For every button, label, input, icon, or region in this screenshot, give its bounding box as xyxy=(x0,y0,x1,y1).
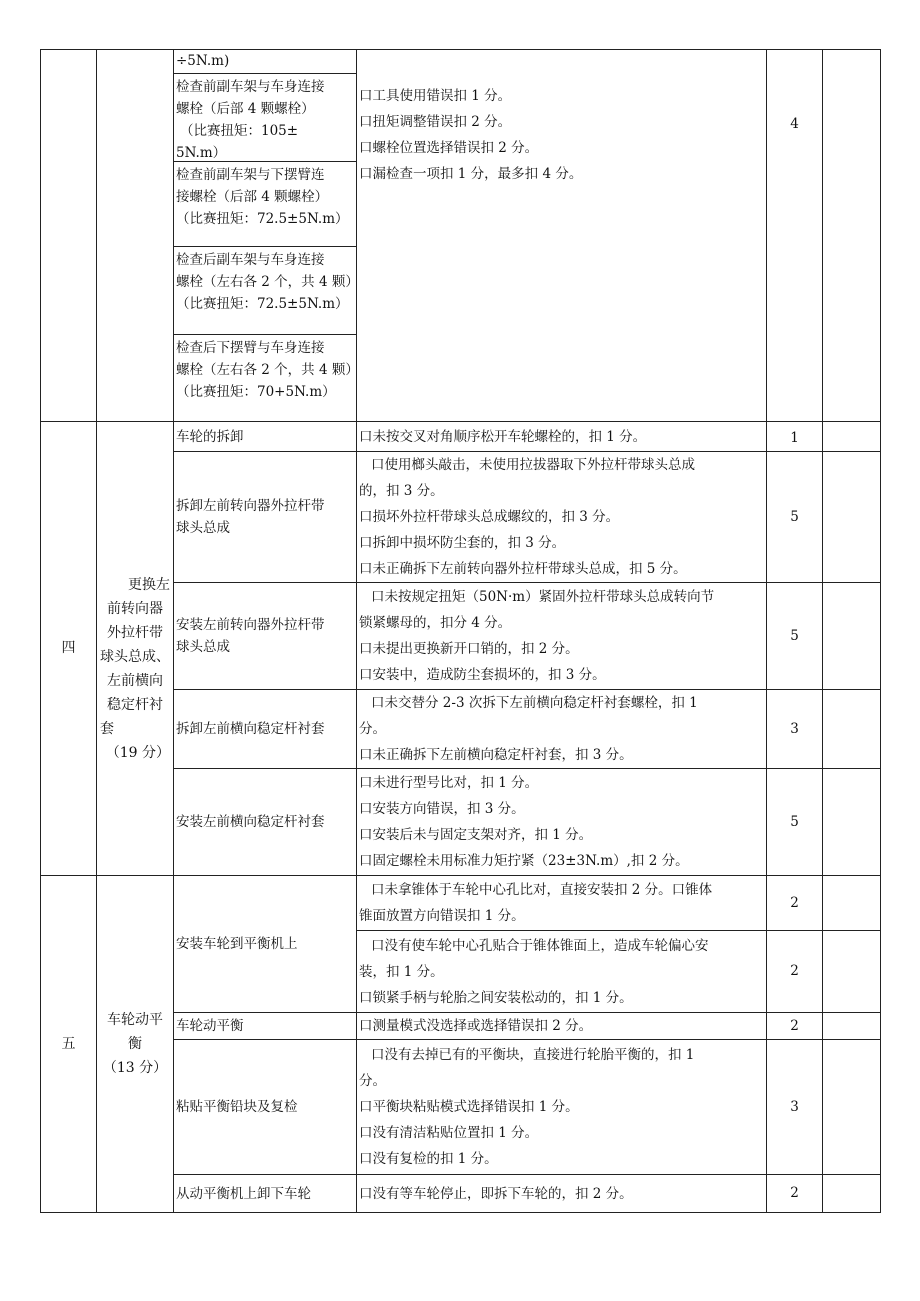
item-cell xyxy=(174,769,357,876)
item-cell xyxy=(174,876,357,1013)
criteria-line: 锥面放置方向错误扣 1 分。 xyxy=(359,908,525,924)
remarks-cell xyxy=(823,931,881,1013)
points-cell: 4 xyxy=(767,50,823,422)
criteria-line: 口使用榔头敲击，未使用拉拔器取下外拉杆带球头总成 xyxy=(371,457,695,473)
criteria-line: 口扭矩调整错误扣 2 分。 xyxy=(359,114,512,130)
criteria-cell xyxy=(357,876,767,931)
item-cell xyxy=(174,583,357,690)
criteria-line: 口没有复检的扣 1 分。 xyxy=(359,1151,498,1167)
remarks-cell xyxy=(823,876,881,931)
item-text: 安装左前横向稳定杆衬套 xyxy=(176,814,325,830)
remarks-cell xyxy=(823,50,881,422)
criteria-line: 口未正确拆下左前转向器外拉杆带球头总成，扣 5 分。 xyxy=(359,561,687,577)
item-text: 从动平衡机上卸下车轮 xyxy=(176,1185,311,1202)
section-title-line: 衡 xyxy=(128,1036,142,1052)
scoring-table xyxy=(40,49,881,1213)
criteria-cell xyxy=(357,452,767,583)
criteria-line: 口未按交叉对角顺序松开车轮螺栓的，扣 1 分。 xyxy=(359,428,647,445)
criteria-line: 口安装方向错误，扣 3 分。 xyxy=(359,801,525,817)
criteria-line: 锁紧螺母的，扣分 4 分。 xyxy=(359,615,512,631)
criteria-line: 口损坏外拉杆带球头总成螺纹的，扣 3 分。 xyxy=(359,509,620,525)
item-text: 螺栓（后部 4 颗螺栓） xyxy=(176,101,315,117)
section-cell xyxy=(97,50,174,422)
criteria-line: 口测量模式没选择或选择错误扣 2 分。 xyxy=(359,1018,593,1034)
item-text: 检查后下摆臂与车身连接 xyxy=(176,340,325,356)
criteria-line: 口锁紧手柄与轮胎之间安装松动的，扣 1 分。 xyxy=(359,989,633,1006)
points-cell: 3 xyxy=(767,1040,823,1175)
item-sub xyxy=(174,73,356,161)
points-cell: 5 xyxy=(767,452,823,583)
criteria-line: 口没有使车轮中心孔贴合于锥体锥面上，造成车轮偏心安 xyxy=(371,937,709,954)
item-sub xyxy=(174,50,356,73)
section-title xyxy=(97,422,174,876)
remarks-cell xyxy=(823,1175,881,1213)
points-cell: 3 xyxy=(767,690,823,769)
item-text: 检查前副车架与车身连接 xyxy=(176,79,325,95)
criteria-line: 分。 xyxy=(359,1073,386,1089)
item-text: 车轮动平衡 xyxy=(176,1018,244,1034)
criteria-line: 口螺栓位置选择错误扣 2 分。 xyxy=(359,140,539,156)
item-text: 接螺栓（后部 4 颗螺栓） xyxy=(176,189,329,205)
item-text: 安装车轮到平衡机上 xyxy=(176,936,298,952)
remarks-cell xyxy=(823,422,881,452)
number-cell xyxy=(41,50,97,422)
item-cell xyxy=(174,690,357,769)
criteria-cell xyxy=(357,50,767,422)
criteria-cell xyxy=(357,931,767,1013)
section-title-line: 更换左 xyxy=(128,576,170,593)
item-text: ÷5N.m) xyxy=(176,53,230,69)
section-title-line: 套 xyxy=(100,720,114,737)
criteria-line: 口拆卸中损坏防尘套的，扣 3 分。 xyxy=(359,535,566,551)
criteria-line: 口工具使用错误扣 1 分。 xyxy=(359,88,512,104)
criteria-line: 分。 xyxy=(359,721,386,737)
criteria-line: 口没有去掉已有的平衡块，直接进行轮胎平衡的，扣 1 xyxy=(371,1047,695,1063)
section-score: （13 分） xyxy=(102,1060,168,1076)
table-row xyxy=(41,50,881,422)
item-cell xyxy=(174,422,357,452)
criteria-line: 口未提出更换新开口销的，扣 2 分。 xyxy=(359,641,579,657)
criteria-cell xyxy=(357,1013,767,1040)
remarks-cell xyxy=(823,583,881,690)
item-sub xyxy=(174,246,359,334)
points-cell: 2 xyxy=(767,931,823,1013)
remarks-cell xyxy=(823,452,881,583)
item-sub xyxy=(174,334,359,421)
item-text: 5N.m） xyxy=(176,145,227,161)
section-title xyxy=(97,876,174,1213)
criteria-cell xyxy=(357,1040,767,1175)
points-cell: 5 xyxy=(767,583,823,690)
remarks-cell xyxy=(823,1040,881,1175)
remarks-cell xyxy=(823,769,881,876)
item-text: 粘贴平衡铅块及复检 xyxy=(176,1099,298,1115)
item-text: 螺栓（左右各 2 个，共 4 颗） xyxy=(176,274,359,290)
section-title-line: 车轮动平 xyxy=(107,1012,163,1028)
item-text: 球头总成 xyxy=(176,520,230,536)
criteria-line: 口未交替分 2-3 次拆下左前横向稳定杆衬套螺栓，扣 1 xyxy=(371,695,698,711)
section-number: 四 xyxy=(41,422,97,876)
item-cell xyxy=(174,1013,357,1040)
criteria-line: 装，扣 1 分。 xyxy=(359,963,444,980)
criteria-cell xyxy=(357,769,767,876)
table-row xyxy=(41,876,881,931)
criteria-line: 口未拿锥体于车轮中心孔比对，直接安装扣 2 分。口锥体 xyxy=(371,882,713,898)
item-text: 球头总成 xyxy=(176,639,230,655)
remarks-cell xyxy=(823,690,881,769)
item-sub xyxy=(174,161,356,246)
criteria-line: 口未正确拆下左前横向稳定杆衬套，扣 3 分。 xyxy=(359,747,633,763)
item-text: （比赛扭矩：72.5±5N.m） xyxy=(176,296,349,312)
item-text: 拆卸左前转向器外拉杆带 xyxy=(176,498,325,514)
item-cell xyxy=(174,1175,357,1213)
criteria-cell xyxy=(357,583,767,690)
item-cell xyxy=(174,452,357,583)
table-row xyxy=(41,422,881,452)
points-cell: 2 xyxy=(767,1013,823,1040)
item-text: 车轮的拆卸 xyxy=(176,428,244,445)
item-text: 螺栓（左右各 2 个，共 4 颗） xyxy=(176,362,359,378)
section-title-line: 前转向器 xyxy=(107,600,163,617)
criteria-cell xyxy=(357,1175,767,1213)
criteria-cell xyxy=(357,422,767,452)
criteria-line: 口平衡块粘贴模式选择错误扣 1 分。 xyxy=(359,1099,579,1115)
points-cell: 2 xyxy=(767,1175,823,1213)
section-title-line: 左前横向 xyxy=(107,672,163,689)
criteria-cell xyxy=(357,690,767,769)
criteria-line: 口未进行型号比对，扣 1 分。 xyxy=(359,775,539,791)
section-title-line: 稳定杆衬 xyxy=(107,696,163,713)
criteria-line: 口没有等车轮停止，即拆下车轮的，扣 2 分。 xyxy=(359,1185,633,1202)
criteria-line: 口没有清洁粘贴位置扣 1 分。 xyxy=(359,1125,539,1141)
item-cell xyxy=(174,50,357,422)
criteria-line: 口安装后未与固定支架对齐，扣 1 分。 xyxy=(359,827,593,843)
section-title-line: 球头总成、 xyxy=(100,648,170,665)
section-title-line: 外拉杆带 xyxy=(107,624,163,641)
item-text: 拆卸左前横向稳定杆衬套 xyxy=(176,721,325,737)
item-text: （比赛扭矩：105± xyxy=(180,123,299,139)
criteria-line: 口固定螺栓未用标准力矩拧紧（23±3N.m）,扣 2 分。 xyxy=(359,853,689,869)
criteria-line: 口安装中，造成防尘套损坏的，扣 3 分。 xyxy=(359,667,606,683)
item-text: （比赛扭矩：70+5N.m） xyxy=(176,384,336,400)
criteria-line: 口漏检查一项扣 1 分，最多扣 4 分。 xyxy=(359,166,583,182)
points-cell: 2 xyxy=(767,876,823,931)
criteria-line: 口未按规定扭矩（50N·m）紧固外拉杆带球头总成转向节 xyxy=(371,589,715,605)
remarks-cell xyxy=(823,1013,881,1040)
points-cell: 1 xyxy=(767,422,823,452)
section-number: 五 xyxy=(41,876,97,1213)
item-text: 检查后副车架与车身连接 xyxy=(176,252,325,268)
criteria-line: 的，扣 3 分。 xyxy=(359,483,444,499)
item-cell xyxy=(174,1040,357,1175)
item-text: 检查前副车架与下摆臂连 xyxy=(176,167,325,183)
item-text: 安装左前转向器外拉杆带 xyxy=(176,617,325,633)
section-score: （19 分） xyxy=(105,744,170,761)
item-text: （比赛扭矩：72.5±5N.m） xyxy=(176,211,349,227)
points-cell: 5 xyxy=(767,769,823,876)
